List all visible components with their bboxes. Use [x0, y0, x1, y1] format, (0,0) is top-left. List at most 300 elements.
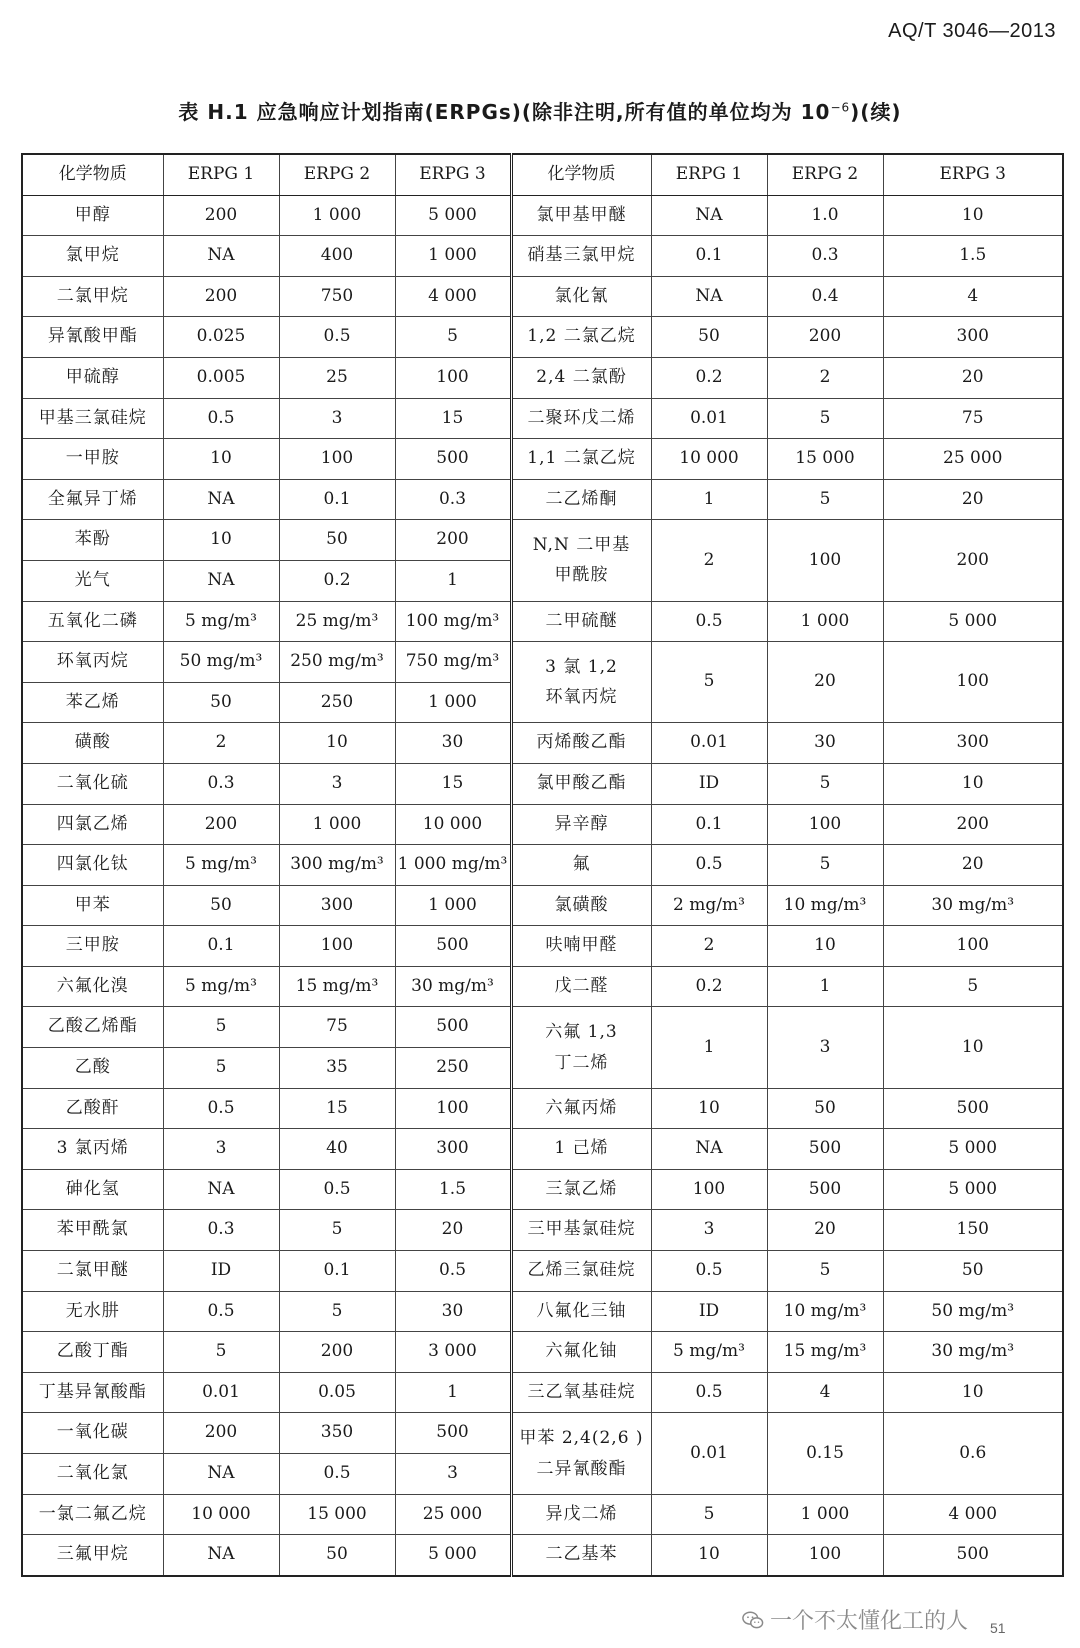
substance-name: 一氯二氟乙烷: [22, 1494, 163, 1535]
table-row: [22, 398, 1063, 439]
erpg-value: 35: [279, 1048, 395, 1089]
erpg-value: 15 000: [767, 439, 883, 480]
erpg-value: 0.05: [279, 1372, 395, 1413]
substance-name: 乙酸丁酯: [22, 1332, 163, 1373]
erpg-value: 0.025: [163, 317, 279, 358]
erpg-value: 10: [883, 1007, 1063, 1088]
table-row: [22, 885, 1063, 926]
column-header: ERPG 2: [279, 154, 395, 195]
substance-name: 苯甲酰氯: [22, 1210, 163, 1251]
substance-name: 呋喃甲醛: [511, 926, 651, 967]
erpg-value: 200: [395, 520, 511, 561]
erpg-value: 0.2: [651, 966, 767, 1007]
erpg-value: 5: [163, 1048, 279, 1089]
erpg-value: 200: [767, 317, 883, 358]
erpg-value: 350: [279, 1413, 395, 1454]
erpg-value: 5 000: [395, 195, 511, 236]
erpg-value: 30 mg/m³: [395, 966, 511, 1007]
erpg-value: 1 000: [279, 804, 395, 845]
substance-name: 2,4 二氯酚: [511, 357, 651, 398]
erpg-value: 10 000: [395, 804, 511, 845]
erpg-value: 50 mg/m³: [883, 1291, 1063, 1332]
substance-name: 六氟 1,3 丁二烯: [511, 1007, 651, 1088]
substance-name: 环氧丙烷: [22, 642, 163, 683]
erpg-value: 100: [279, 926, 395, 967]
erpg-value: 5: [395, 317, 511, 358]
erpg-value: 10: [651, 1088, 767, 1129]
erpg-value: 300: [883, 723, 1063, 764]
erpg-value: 4 000: [395, 276, 511, 317]
erpg-value: 10: [883, 195, 1063, 236]
erpg-value: 200: [163, 804, 279, 845]
erpg-value: 50: [279, 1535, 395, 1576]
erpg-value: 0.5: [163, 398, 279, 439]
table-row: [22, 1291, 1063, 1332]
erpg-value: 1: [395, 560, 511, 601]
erpg-value: 500: [395, 1007, 511, 1048]
erpg-value: 0.1: [163, 926, 279, 967]
erpg-value: 5: [279, 1210, 395, 1251]
erpg-value: 0.15: [767, 1413, 883, 1494]
erpg-value: ID: [651, 1291, 767, 1332]
erpg-value: 0.01: [651, 1413, 767, 1494]
erpg-value: 5 mg/m³: [163, 845, 279, 886]
erpg-value: 0.01: [651, 723, 767, 764]
erpg-value: NA: [163, 236, 279, 277]
erpg-value: 100: [395, 357, 511, 398]
erpg-value: 5 000: [883, 1169, 1063, 1210]
substance-name: 二聚环戊二烯: [511, 398, 651, 439]
erpg-value: 5 mg/m³: [163, 601, 279, 642]
erpg-value: 5: [163, 1007, 279, 1048]
page-number: 51: [990, 1620, 1006, 1636]
substance-name: 丁基异氰酸酯: [22, 1372, 163, 1413]
erpg-value: 1 000: [395, 885, 511, 926]
table-title-exponent: −6: [830, 100, 851, 115]
table-row: [22, 276, 1063, 317]
erpg-value: 10: [883, 763, 1063, 804]
erpg-value: 300: [395, 1129, 511, 1170]
erpg-value: 200: [163, 1413, 279, 1454]
table-row: [22, 763, 1063, 804]
erpg-value: 25: [279, 357, 395, 398]
erpg-value: 15 000: [279, 1494, 395, 1535]
substance-name: 1,1 二氯乙烷: [511, 439, 651, 480]
substance-name: 1 己烯: [511, 1129, 651, 1170]
erpg-value: 5: [883, 966, 1063, 1007]
erpg-value: 4: [767, 1372, 883, 1413]
substance-name: 二乙基苯: [511, 1535, 651, 1576]
table-row: [22, 1210, 1063, 1251]
erpg-value: 15 mg/m³: [767, 1332, 883, 1373]
erpg-value: 20: [883, 479, 1063, 520]
erpg-value: 50: [767, 1088, 883, 1129]
substance-name: 异氰酸甲酯: [22, 317, 163, 358]
table-row: [22, 845, 1063, 886]
erpg-value: 50: [651, 317, 767, 358]
erpg-value: 5: [651, 1494, 767, 1535]
erpg-value: 0.5: [651, 1372, 767, 1413]
erpg-value: 1 000: [767, 601, 883, 642]
erpg-value: 300 mg/m³: [279, 845, 395, 886]
erpg-value: 10 000: [651, 439, 767, 480]
substance-name: 三乙氧基硅烷: [511, 1372, 651, 1413]
erpg-value: 30: [395, 1291, 511, 1332]
substance-name: 一甲胺: [22, 439, 163, 480]
table-row: [22, 1169, 1063, 1210]
table-header-row: [22, 154, 1063, 195]
table-row: [22, 1129, 1063, 1170]
substance-name: 二氧化硫: [22, 763, 163, 804]
erpg-value: 1: [651, 479, 767, 520]
erpg-value: 150: [883, 1210, 1063, 1251]
table-row: [22, 1372, 1063, 1413]
erpg-value: NA: [163, 560, 279, 601]
erpg-value: 0.6: [883, 1413, 1063, 1494]
erpg-value: 5 mg/m³: [651, 1332, 767, 1373]
erpg-value: 3 000: [395, 1332, 511, 1373]
substance-name: 氯甲基甲醚: [511, 195, 651, 236]
erpg-value: 300: [279, 885, 395, 926]
erpg-value: 0.5: [651, 845, 767, 886]
erpg-value: 500: [395, 926, 511, 967]
table-row: [22, 1251, 1063, 1292]
erpg-value: 250: [279, 682, 395, 723]
erpg-value: 500: [767, 1169, 883, 1210]
erpg-value: 1 000: [395, 236, 511, 277]
substance-name: 三氟甲烷: [22, 1535, 163, 1576]
erpg-value: 1 000 mg/m³: [395, 845, 511, 886]
column-header: ERPG 3: [883, 154, 1063, 195]
erpg-value: 3: [279, 763, 395, 804]
table-row: [22, 1494, 1063, 1535]
substance-name: 异戊二烯: [511, 1494, 651, 1535]
erpg-value: NA: [163, 1535, 279, 1576]
substance-name: 氯磺酸: [511, 885, 651, 926]
substance-name: 乙酸酐: [22, 1088, 163, 1129]
erpg-value: 40: [279, 1129, 395, 1170]
table-row: [22, 1413, 1063, 1454]
erpg-value: 100: [651, 1169, 767, 1210]
substance-name: 六氟丙烯: [511, 1088, 651, 1129]
column-header: 化学物质: [22, 154, 163, 195]
erpg-value: 75: [279, 1007, 395, 1048]
table-row: [22, 966, 1063, 1007]
erpg-value: 5 mg/m³: [163, 966, 279, 1007]
erpg-value: 0.005: [163, 357, 279, 398]
table-row: [22, 1332, 1063, 1373]
erpg-value: 20: [883, 357, 1063, 398]
substance-name: 二乙烯酮: [511, 479, 651, 520]
erpg-value: 100 mg/m³: [395, 601, 511, 642]
table-row: [22, 317, 1063, 358]
erpg-value: 0.3: [395, 479, 511, 520]
substance-name: 八氟化三铀: [511, 1291, 651, 1332]
substance-name: 氯甲烷: [22, 236, 163, 277]
column-header: ERPG 1: [163, 154, 279, 195]
table-row: [22, 479, 1063, 520]
erpg-value: 3: [651, 1210, 767, 1251]
erpg-value: 3: [279, 398, 395, 439]
erpg-value: 0.5: [651, 1251, 767, 1292]
erpg-value: 10 000: [163, 1494, 279, 1535]
erpg-value: 15: [395, 763, 511, 804]
substance-name: 甲硫醇: [22, 357, 163, 398]
substance-name: 一氧化碳: [22, 1413, 163, 1454]
erpg-value: 50 mg/m³: [163, 642, 279, 683]
wechat-icon: [742, 1609, 764, 1631]
table-row: [22, 723, 1063, 764]
table-row: [22, 1007, 1063, 1048]
erpg-value: 0.1: [279, 1251, 395, 1292]
erpg-value: 4 000: [883, 1494, 1063, 1535]
erpg-value: 15: [279, 1088, 395, 1129]
erpg-value: 250: [395, 1048, 511, 1089]
erpg-value: 750: [279, 276, 395, 317]
erpg-value: 500: [767, 1129, 883, 1170]
erpg-value: 10 mg/m³: [767, 1291, 883, 1332]
erpg-value: 100: [883, 926, 1063, 967]
erpg-value: 5: [163, 1332, 279, 1373]
erpg-value: ID: [163, 1251, 279, 1292]
erpg-value: 10: [883, 1372, 1063, 1413]
erpg-value: 5: [651, 642, 767, 723]
substance-name: 二氯甲醚: [22, 1251, 163, 1292]
erpg-value: 0.1: [651, 236, 767, 277]
erpg-value: 30: [767, 723, 883, 764]
erpg-value: 500: [395, 439, 511, 480]
erpg-value: NA: [163, 479, 279, 520]
erpg-value: 3: [163, 1129, 279, 1170]
column-header: ERPG 2: [767, 154, 883, 195]
substance-name: 异辛醇: [511, 804, 651, 845]
erpg-value: 750 mg/m³: [395, 642, 511, 683]
erpg-value: 10: [767, 926, 883, 967]
erpg-value: 2: [651, 520, 767, 601]
erpg-value: 1.0: [767, 195, 883, 236]
substance-name: 无水肼: [22, 1291, 163, 1332]
erpg-value: 0.5: [163, 1088, 279, 1129]
erpg-value: 5 000: [883, 601, 1063, 642]
substance-name: 甲苯: [22, 885, 163, 926]
erpg-value: 1 000: [767, 1494, 883, 1535]
erpg-value: 0.1: [651, 804, 767, 845]
erpg-value: 30: [395, 723, 511, 764]
erpg-value: 25 000: [883, 439, 1063, 480]
substance-name: 3 氯丙烯: [22, 1129, 163, 1170]
substance-name: 戊二醛: [511, 966, 651, 1007]
erpg-value: 0.1: [279, 479, 395, 520]
erpg-value: 200: [883, 520, 1063, 601]
erpg-table: [21, 153, 1064, 1577]
table-row: [22, 601, 1063, 642]
erpg-value: 2: [767, 357, 883, 398]
erpg-value: 50: [883, 1251, 1063, 1292]
table-row: [22, 195, 1063, 236]
erpg-value: 0.01: [651, 398, 767, 439]
erpg-value: 100: [279, 439, 395, 480]
substance-name: 全氟异丁烯: [22, 479, 163, 520]
erpg-value: 0.4: [767, 276, 883, 317]
erpg-value: 50: [279, 520, 395, 561]
erpg-value: 100: [395, 1088, 511, 1129]
table-row: [22, 520, 1063, 561]
erpg-value: 10: [163, 520, 279, 561]
substance-name: 苯乙烯: [22, 682, 163, 723]
erpg-value: 20: [395, 1210, 511, 1251]
erpg-value: 0.3: [767, 236, 883, 277]
erpg-value: 500: [883, 1088, 1063, 1129]
substance-name: 甲苯 2,4(2,6 ) 二异氰酸酯: [511, 1413, 651, 1494]
erpg-value: 15 mg/m³: [279, 966, 395, 1007]
erpg-value: 25 000: [395, 1494, 511, 1535]
erpg-value: 10: [279, 723, 395, 764]
table-title-tail: )(续): [850, 100, 902, 124]
erpg-value: 1: [767, 966, 883, 1007]
erpg-value: 0.2: [279, 560, 395, 601]
erpg-value: 0.5: [395, 1251, 511, 1292]
substance-name: 氟: [511, 845, 651, 886]
substance-name: 磺酸: [22, 723, 163, 764]
substance-name: 乙酸乙烯酯: [22, 1007, 163, 1048]
watermark-text: 一个不太懂化工的人: [770, 1609, 969, 1634]
substance-name: 1,2 二氯乙烷: [511, 317, 651, 358]
erpg-value: 200: [279, 1332, 395, 1373]
erpg-value: 0.2: [651, 357, 767, 398]
erpg-value: 0.01: [163, 1372, 279, 1413]
erpg-value: 1 000: [279, 195, 395, 236]
erpg-value: 10 mg/m³: [767, 885, 883, 926]
substance-name: 二氯甲烷: [22, 276, 163, 317]
erpg-value: 30 mg/m³: [883, 1332, 1063, 1373]
erpg-value: 1.5: [395, 1169, 511, 1210]
erpg-value: 75: [883, 398, 1063, 439]
erpg-value: 50: [163, 885, 279, 926]
table-row: [22, 236, 1063, 277]
erpg-value: NA: [163, 1169, 279, 1210]
erpg-value: 500: [395, 1413, 511, 1454]
table-body: [22, 195, 1063, 1576]
watermark: [742, 1604, 968, 1635]
substance-name: 硝基三氯甲烷: [511, 236, 651, 277]
substance-name: 3 氯 1,2 环氧丙烷: [511, 642, 651, 723]
erpg-value: 100: [767, 1535, 883, 1576]
erpg-value: NA: [651, 276, 767, 317]
erpg-value: 5: [767, 845, 883, 886]
erpg-value: 5: [767, 763, 883, 804]
substance-name: 六氟化溴: [22, 966, 163, 1007]
substance-name: 三甲胺: [22, 926, 163, 967]
erpg-value: 1: [395, 1372, 511, 1413]
erpg-value: 30 mg/m³: [883, 885, 1063, 926]
substance-name: 乙酸: [22, 1048, 163, 1089]
erpg-value: 5: [767, 479, 883, 520]
table-row: [22, 357, 1063, 398]
erpg-value: 5 000: [395, 1535, 511, 1576]
erpg-value: 10: [651, 1535, 767, 1576]
erpg-value: 0.5: [651, 601, 767, 642]
erpg-value: 20: [767, 642, 883, 723]
erpg-value: 100: [767, 804, 883, 845]
column-header: 化学物质: [511, 154, 651, 195]
erpg-value: 5: [279, 1291, 395, 1332]
substance-name: 氯化氰: [511, 276, 651, 317]
substance-name: 氯甲酸乙酯: [511, 763, 651, 804]
erpg-value: 100: [883, 642, 1063, 723]
erpg-value: 25 mg/m³: [279, 601, 395, 642]
erpg-value: 20: [883, 845, 1063, 886]
substance-name: 二氧化氯: [22, 1454, 163, 1495]
substance-name: N,N 二甲基 甲酰胺: [511, 520, 651, 601]
erpg-value: 100: [767, 520, 883, 601]
erpg-value: 300: [883, 317, 1063, 358]
table-row: [22, 1535, 1063, 1576]
substance-name: 四氯乙烯: [22, 804, 163, 845]
erpg-value: 0.3: [163, 763, 279, 804]
erpg-value: 200: [163, 195, 279, 236]
erpg-value: 5: [767, 1251, 883, 1292]
erpg-value: 0.3: [163, 1210, 279, 1251]
erpg-value: 1 000: [395, 682, 511, 723]
erpg-value: 20: [767, 1210, 883, 1251]
erpg-value: 0.5: [279, 1169, 395, 1210]
erpg-value: 15: [395, 398, 511, 439]
standard-code: AQ/T 3046—2013: [888, 20, 1056, 42]
substance-name: 乙烯三氯硅烷: [511, 1251, 651, 1292]
erpg-value: 4: [883, 276, 1063, 317]
substance-name: 砷化氢: [22, 1169, 163, 1210]
substance-name: 二甲硫醚: [511, 601, 651, 642]
erpg-value: 200: [163, 276, 279, 317]
erpg-value: 2: [163, 723, 279, 764]
erpg-value: 250 mg/m³: [279, 642, 395, 683]
substance-name: 丙烯酸乙酯: [511, 723, 651, 764]
erpg-value: ID: [651, 763, 767, 804]
table-title-text: 表 H.1 应急响应计划指南(ERPGs)(除非注明,所有值的单位均为 10: [178, 100, 831, 124]
erpg-value: 5: [767, 398, 883, 439]
erpg-value: 1.5: [883, 236, 1063, 277]
column-header: ERPG 3: [395, 154, 511, 195]
erpg-value: 0.5: [163, 1291, 279, 1332]
table-row: [22, 439, 1063, 480]
substance-name: 六氟化铀: [511, 1332, 651, 1373]
substance-name: 三甲基氯硅烷: [511, 1210, 651, 1251]
column-header: ERPG 1: [651, 154, 767, 195]
substance-name: 甲基三氯硅烷: [22, 398, 163, 439]
erpg-value: 3: [767, 1007, 883, 1088]
table-title: [0, 96, 1080, 125]
erpg-value: 400: [279, 236, 395, 277]
substance-name: 五氧化二磷: [22, 601, 163, 642]
erpg-value: 1: [651, 1007, 767, 1088]
erpg-value: 10: [163, 439, 279, 480]
erpg-value: 2: [651, 926, 767, 967]
erpg-value: 500: [883, 1535, 1063, 1576]
erpg-value: 50: [163, 682, 279, 723]
substance-name: 光气: [22, 560, 163, 601]
erpg-value: NA: [651, 195, 767, 236]
erpg-value: NA: [651, 1129, 767, 1170]
table-row: [22, 642, 1063, 683]
table-row: [22, 1088, 1063, 1129]
table-row: [22, 804, 1063, 845]
erpg-value: 200: [883, 804, 1063, 845]
erpg-value: 0.5: [279, 317, 395, 358]
table-row: [22, 926, 1063, 967]
substance-name: 苯酚: [22, 520, 163, 561]
erpg-value: NA: [163, 1454, 279, 1495]
substance-name: 三氯乙烯: [511, 1169, 651, 1210]
